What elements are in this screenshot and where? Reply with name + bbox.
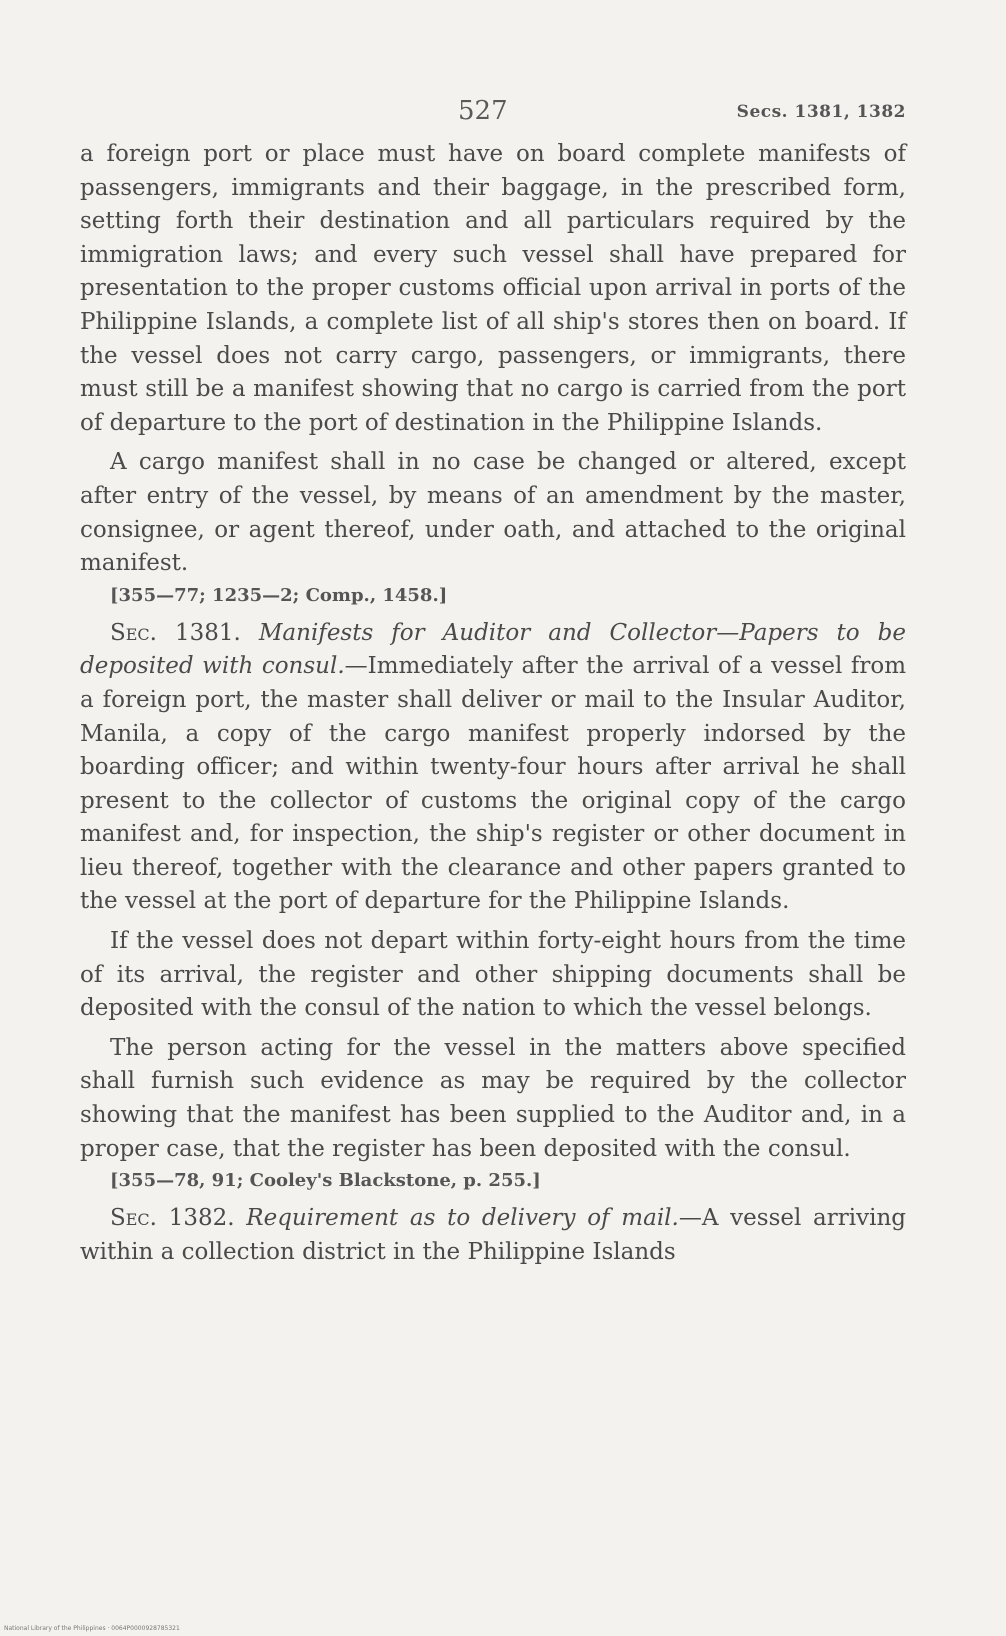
scan-footer: National Library of the Philippines · 0064P0000928785321 [4,1625,180,1632]
section-1381-label: Sec. 1381. [110,619,241,646]
section-1381-text: —Immediately after the arrival of a vessel from a foreign port, the master shall deliver or mail to the Insular Auditor, Manila, a copy of the cargo manifest properly indorsed by the boarding officer; and within twenty-four hours after arrival he shall present to the collector of customs the original copy of the cargo manifest and, for inspection, the ship's register or other document in lieu thereof, together with the clearance and other papers granted to the vessel at the port of departure for the Philippine Islands. [80,653,907,915]
paragraph-forty-eight-hours: If the vessel does not depart within forty-eight hours from the time of its arrival, the register and other shipping documents shall be deposited with the consul of the nation to which the vessel belongs. [80,928,906,1022]
section-1382-label: Sec. 1382. [110,1205,235,1232]
section-1382-title: Requirement as to delivery of mail. [246,1205,679,1232]
section-1381 [80,617,906,919]
paragraph-evidence: The person acting for the vessel in the matters above specified shall furnish such evidence as may be required by the collector showing that the manifest has been supplied to the Auditor and, in a proper case, that the register has been deposited with the consul. [80,1034,906,1162]
running-head [80,88,906,132]
paragraph-continuation: a foreign port or place must have on board complete manifests of passengers, immigrants and their baggage, in the prescribed form, setting forth their destination and all particulars required by the immigration laws; and every such vessel shall have prepared for presentation to the proper customs official upon arrival in ports of the Philippine Islands, a complete list of all ship's stores then on board. If the vessel does not carry cargo, passengers, or immigrants, there must still be a manifest showing that no cargo is carried from the port of departure to the port of destination in the Philippine Islands. [80,141,906,436]
section-1382-text: —A vessel arriving within a collection district in the Philippine Islands [80,1205,907,1265]
document-page [80,88,906,1269]
section-1382 [80,1202,906,1269]
paragraph-cargo-manifest: A cargo manifest shall in no case be changed or altered, except after entry of the vessel, by means of an amendment by the master, consignee, or agent thereof, under oath, and attached to the original manifest. [80,449,906,577]
body-text [80,138,906,1269]
citation-1381: [355—78, 91; Cooley's Blackstone, p. 255.] [110,1170,541,1192]
section-1381-title: Manifests for Auditor and Collector—Papers to be deposited with consul. [80,619,906,680]
citation-1380: [355—77; 1235—2; Comp., 1458.] [110,584,448,606]
section-range-heading: Secs. 1381, 1382 [736,102,906,122]
page-number: 527 [458,96,508,126]
